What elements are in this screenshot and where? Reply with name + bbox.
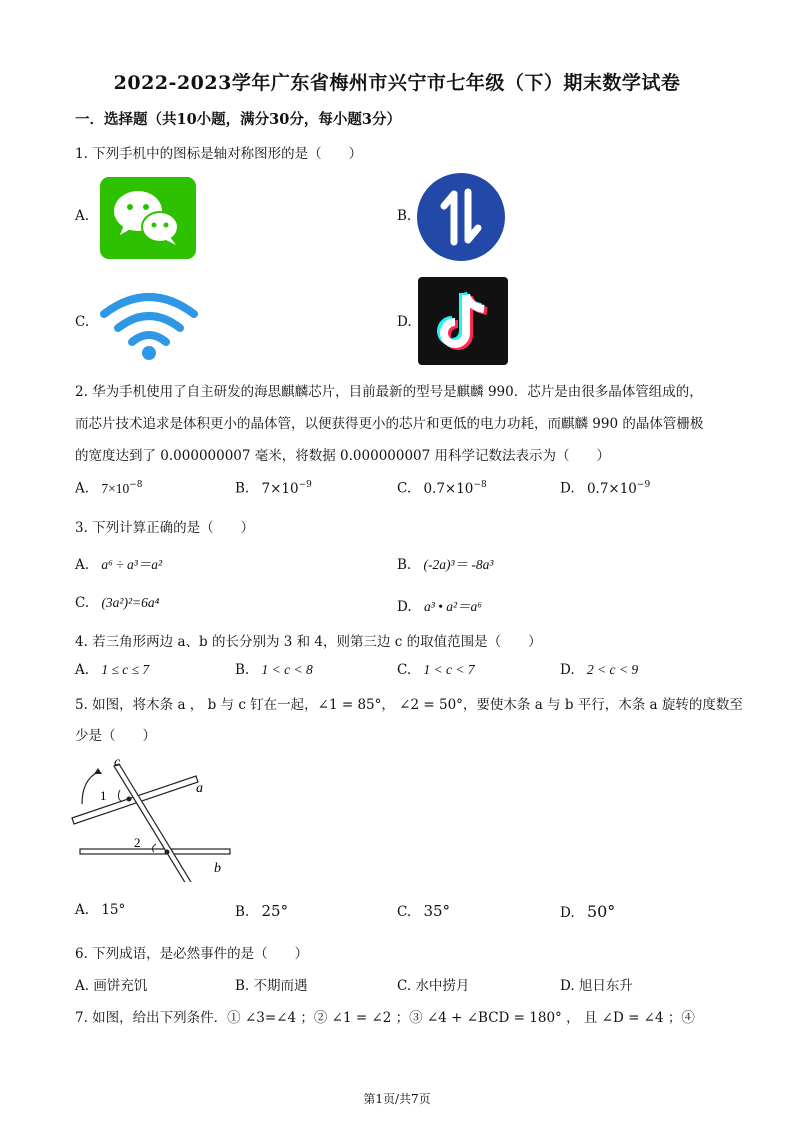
option-label: B. <box>235 480 250 497</box>
option-label: B. <box>397 557 412 573</box>
label-angle-1: 1 <box>100 788 107 803</box>
q2-option-a <box>75 480 143 497</box>
q2-option-b <box>235 480 312 497</box>
rotation-arrowhead <box>94 768 102 774</box>
rotation-arrow <box>82 772 98 804</box>
q6-option-c: C. 水中捞月 <box>397 978 470 994</box>
q4-option-c <box>397 662 475 678</box>
question-2-line2: 而芯片技术追求是体积更小的晶体管，以便获得更小的芯片和更低的电力功耗，而麒麟 990 的晶体管栅极 <box>75 416 704 432</box>
wechat-icon <box>100 177 196 263</box>
option-exponent: −8 <box>473 480 487 490</box>
option-value: 7×10 <box>101 480 130 496</box>
stick-b <box>80 849 230 854</box>
option-value: a³ • a²＝a⁶ <box>423 599 482 614</box>
q3-option-b <box>397 553 493 573</box>
question-5-line2: 少是（ ） <box>75 728 156 744</box>
q2-option-c <box>397 480 487 497</box>
q5-option-a <box>75 902 125 918</box>
option-label: C. <box>397 480 412 497</box>
option-label: B. <box>235 662 250 678</box>
wifi-icon <box>96 288 202 366</box>
question-7-line1: 7. 如图，给出下列条件．① ∠3=∠4 ；② ∠1 = ∠2 ；③ ∠4 + ∠BCD = 180° ， 且 ∠D = ∠4 ；④ <box>75 1010 695 1026</box>
option-label: A. <box>75 557 90 573</box>
option-value: 0.7×10 <box>423 480 474 497</box>
option-value: (-2a)³＝ -8a³ <box>423 557 494 572</box>
q5-option-b <box>235 902 288 920</box>
nail-2 <box>165 850 170 855</box>
transfer-arrows-icon <box>416 172 506 266</box>
option-label: C. <box>75 595 90 611</box>
option-label: A. <box>75 480 90 497</box>
option-value: 2 < c < 9 <box>586 662 639 677</box>
question-3-stem: 3. 下列计算正确的是（ ） <box>75 520 255 536</box>
section-heading: 一．选择题（共10小题，满分30分，每小题3分） <box>75 111 401 128</box>
label-b: b <box>214 861 221 876</box>
q4-option-d <box>560 662 638 678</box>
option-label: B. <box>235 904 250 920</box>
option-label: D. <box>560 905 575 921</box>
option-label: D. <box>560 480 575 497</box>
page-footer: 第1页/共7页 <box>363 1092 431 1106</box>
option-label: C. <box>397 662 412 678</box>
option-exponent: −9 <box>298 480 312 490</box>
q4-option-a <box>75 662 149 678</box>
option-exponent: −9 <box>636 480 651 490</box>
option-label: A. <box>75 662 90 678</box>
q2-option-d <box>560 480 650 497</box>
option-label: D. <box>397 599 412 615</box>
option-value: 35° <box>423 902 451 920</box>
label-c: c <box>114 755 121 770</box>
q5-option-d <box>560 902 615 921</box>
question-1-stem: 1. 下列手机中的图标是轴对称图形的是（ ） <box>75 146 363 162</box>
option-value: 1 < c < 7 <box>423 662 475 677</box>
question-5-line1: 5. 如图，将木条 a ， b 与 c 钉在一起，∠1 = 85°， ∠2 = 50°，要使木条 a 与 b 平行，木条 a 旋转的度数至 <box>75 697 743 713</box>
option-value: 1 < c < 8 <box>261 662 313 677</box>
question-2-line3: 的宽度达到了 0.000000007 毫米，将数据 0.000000007 用科学记数法表示为（ ） <box>75 448 611 464</box>
question-4-stem: 4. 若三角形两边 a、b 的长分别为 3 和 4，则第三边 c 的取值范围是（ ） <box>75 634 542 650</box>
option-value: 50° <box>586 902 616 921</box>
option-value: 0.7×10 <box>586 480 637 497</box>
q3-option-c <box>75 595 159 611</box>
q6-option-a: A. 画饼充饥 <box>75 978 148 994</box>
question-2-line1: 2. 华为手机使用了自主研发的海思麒麟芯片，目前最新的型号是麒麟 990．芯片是由很多晶体管组成的， <box>75 384 703 400</box>
question-6-stem: 6. 下列成语，是必然事件的是（ ） <box>75 946 309 962</box>
nail-1 <box>127 797 132 802</box>
q1-option-d-label: D. <box>397 314 412 330</box>
option-label: D. <box>560 662 575 678</box>
label-angle-2: 2 <box>134 835 141 850</box>
option-value: 15° <box>101 902 126 918</box>
q3-option-d <box>397 595 482 615</box>
q4-option-b <box>235 662 313 678</box>
q5-figure <box>66 752 256 886</box>
label-a: a <box>196 781 203 796</box>
q1-option-b-label: B. <box>397 208 412 224</box>
page-title: 2022-2023学年广东省梅州市兴宁市七年级（下）期末数学试卷 <box>113 72 681 94</box>
option-value: 25° <box>261 902 289 920</box>
option-value: a⁶ ÷ a³＝a² <box>101 557 163 572</box>
q6-option-b: B. 不期而遇 <box>235 978 308 994</box>
tiktok-icon <box>418 277 508 369</box>
option-value: (3a²)²=6a⁴ <box>101 595 160 610</box>
q1-option-c-label: C. <box>75 314 90 330</box>
option-label: A. <box>75 902 90 918</box>
q5-option-c <box>397 902 450 920</box>
option-value: 7×10 <box>261 480 299 497</box>
q3-option-a <box>75 553 162 573</box>
option-label: C. <box>397 904 412 920</box>
option-exponent: −8 <box>129 480 143 490</box>
q6-option-d: D. 旭日东升 <box>560 978 633 994</box>
option-value: 1 ≤ c ≤ 7 <box>101 662 150 677</box>
q1-option-a-label: A. <box>75 208 90 224</box>
angle-1-arc <box>118 790 122 802</box>
